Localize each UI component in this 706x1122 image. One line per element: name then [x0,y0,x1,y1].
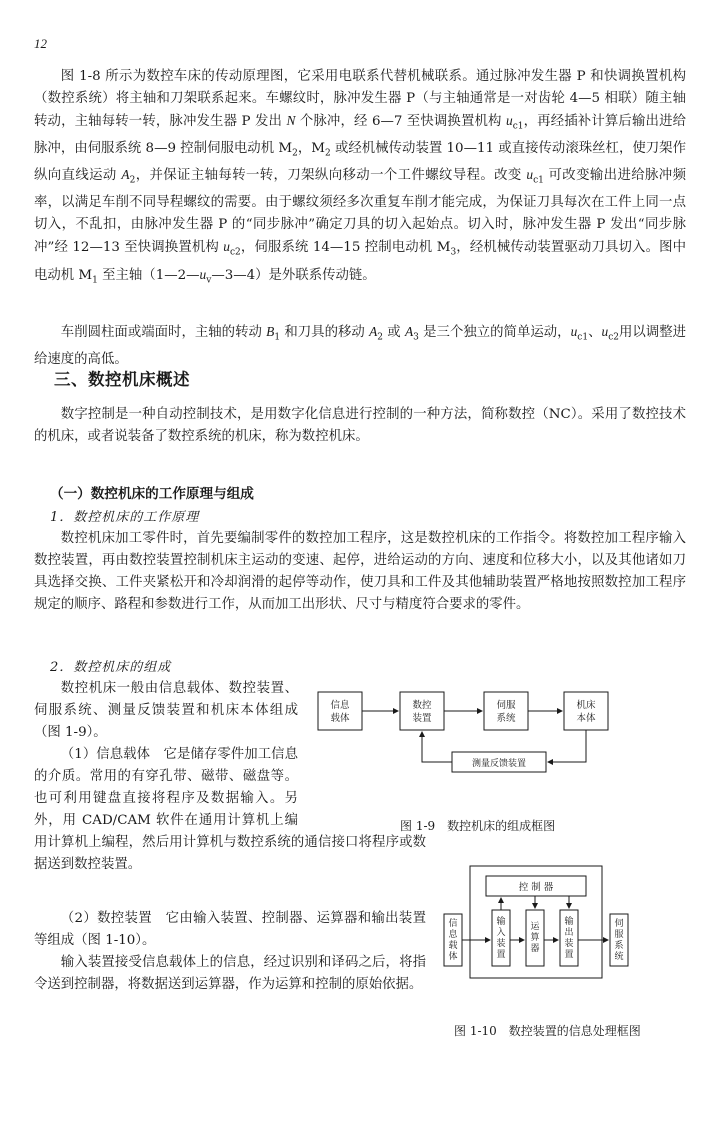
svg-text:器: 器 [530,944,540,954]
paragraph-independent-motions: 车削圆柱面或端面时，主轴的转动 $B_1$ 和刀具的移动 $A_2$ 或 $A_3$ 是三个独立的简单运动，$u_{c1}$、$u_{c2}$用以调整进给速度的高低。 [34,324,687,367]
label-body-2: 本体 [576,713,596,724]
svg-text:伺: 伺 [614,919,624,929]
block-servo-system [484,692,528,730]
svg-text:输: 输 [564,917,574,927]
svg-text:服: 服 [614,930,624,940]
label-feedback: 测量反馈装置 [471,759,527,769]
item-heading-composition: 2．数控机床的组成 [50,660,172,675]
section-heading: 三、数控机床概述 [54,370,190,389]
block-machine-body [564,692,608,730]
figure-1-10-diagram [440,862,650,990]
paragraph-lathe-transmission: 图 1-8 所示为数控车床的传动原理图，它采用电联系代替机械联系。通过脉冲发生器 P 和快调换置机构（数控系统）将主轴和刀架联系起来。车螺纹时，脉冲发生器 P（与主轴通常是一对齿轮 4—5 相联）随主轴转动，主轴每转一转，脉冲发生器 P 发出 N 个脉冲，经 6—7 至快调换置机构 $u_{c1}$，再经插补计算后输出进给脉冲，由伺服系统 8—9 控制伺服电动机 $M_2$，$M_2$ 或经机械传动装置 10—11 或直接传动滚珠丝杠，使刀架作纵向直线运动 $A_2$，并保证主轴每转一转，刀架纵向移动一个工件螺纹导程。改变 $u_{c1}$ 可改变输出进给脉冲频率，以满足车削不同导程螺纹的需要。由于螺纹须经多次重复车削才能完成，为保证刀具每次在工件上同一点切入，不乱扣，由脉冲发生器 P 的“同步脉冲”确定刀具的切入起始点。切入时，脉冲发生器 P 发出“同步脉冲”经 12—13 至快调换置机构 $u_{c2}$，伺服系统 14—15 控制电动机 $M_3$，经机械传动装置驱动刀具切入。图中电动机 $M_1$ 至主轴$(1—2—u_v—3—4)$是外联系传动链。 [34,69,687,286]
subsection-heading: （一）数控机床的工作原理与组成 [50,486,254,502]
svg-text:装: 装 [564,939,574,949]
svg-text:信: 信 [448,919,458,929]
svg-text:息: 息 [448,930,458,940]
svg-text:装: 装 [496,939,506,949]
paragraph-nc-device: （2）数控装置 它由输入装置、控制器、运算器和输出装置等组成（图 1-10）。 [34,911,426,948]
block-info-carrier [318,692,362,730]
svg-text:系: 系 [614,941,624,951]
label-nc-1: 数控 [412,700,432,711]
label-controller: 控 制 器 [518,882,554,893]
paragraph-input-device: 输入装置接受信息载体上的信息，经过识别和译码之后，将指令送到控制器，将数据送到运算器，作为运算和控制的原始依据。 [34,955,426,992]
svg-text:输: 输 [496,917,506,927]
paragraph-nc-definition: 数字控制是一种自动控制技术，是用数字化信息进行控制的一种方法，简称数控（NC）。采用了数控技术的机床，或者说装备了数控系统的机床，称为数控机床。 [34,407,686,444]
figure-1-10-caption: 图 1-10 数控装置的信息处理框图 [454,1024,641,1038]
label-body-1: 机床 [576,700,596,711]
svg-text:运: 运 [530,922,540,932]
paragraph-working-principle: 数控机床加工零件时，首先要编制零件的数控加工程序，这是数控机床的工作指令。将数控加工程序输入数控装置，再由数控装置控制机床主运动的变速、起停，进给运动的方向、速度和位移大小，以及其他诸如刀具选择交换、工件夹紧松开和冷却润滑的起停等动作，使刀具和工件及其他辅助装置严格地按照数控加工程序规定的顺序、路程和参数进行工作，从而加工出形状、尺寸与精度符合要求的零件。 [34,531,686,612]
label-servo-1: 伺服 [496,700,516,711]
label-servo-2: 系统 [496,713,516,724]
svg-text:出: 出 [564,928,574,938]
block-nc-device [400,692,444,730]
svg-text:置: 置 [496,950,506,960]
figure-1-9-diagram [312,680,634,780]
paragraph-info-carrier-cont: 用计算机上编程，然后用计算机与数控系统的通信接口将程序或数据送到数控装置。 [34,835,426,872]
svg-text:入: 入 [496,928,506,938]
label-info-2: 载体 [330,713,350,724]
svg-text:体: 体 [448,952,458,962]
page-number: 12 [34,36,47,51]
label-info-1: 信息 [330,700,350,711]
info-carrier-text: （1）信息载体 它是储存零件加工信息的介质。常用的有穿孔带、磁带、磁盘等。也可利用键盘直接将程序及数据输入。另外，用 CAD/CAM 软件在通用计算机上编 [34,747,298,828]
figure-1-9-caption: 图 1-9 数控机床的组成框图 [400,819,556,833]
paragraph-composition: 数控机床一般由信息载体、数控装置、伺服系统、测量反馈装置和机床本体组成（图 1-9）。 [34,681,298,740]
paragraph-info-carrier [34,744,298,832]
svg-text:置: 置 [564,950,574,960]
svg-text:载: 载 [448,941,458,951]
svg-text:算: 算 [530,933,540,943]
label-nc-2: 装置 [412,713,432,724]
svg-text:统: 统 [614,952,624,962]
item-heading-principle: 1．数控机床的工作原理 [50,510,200,525]
